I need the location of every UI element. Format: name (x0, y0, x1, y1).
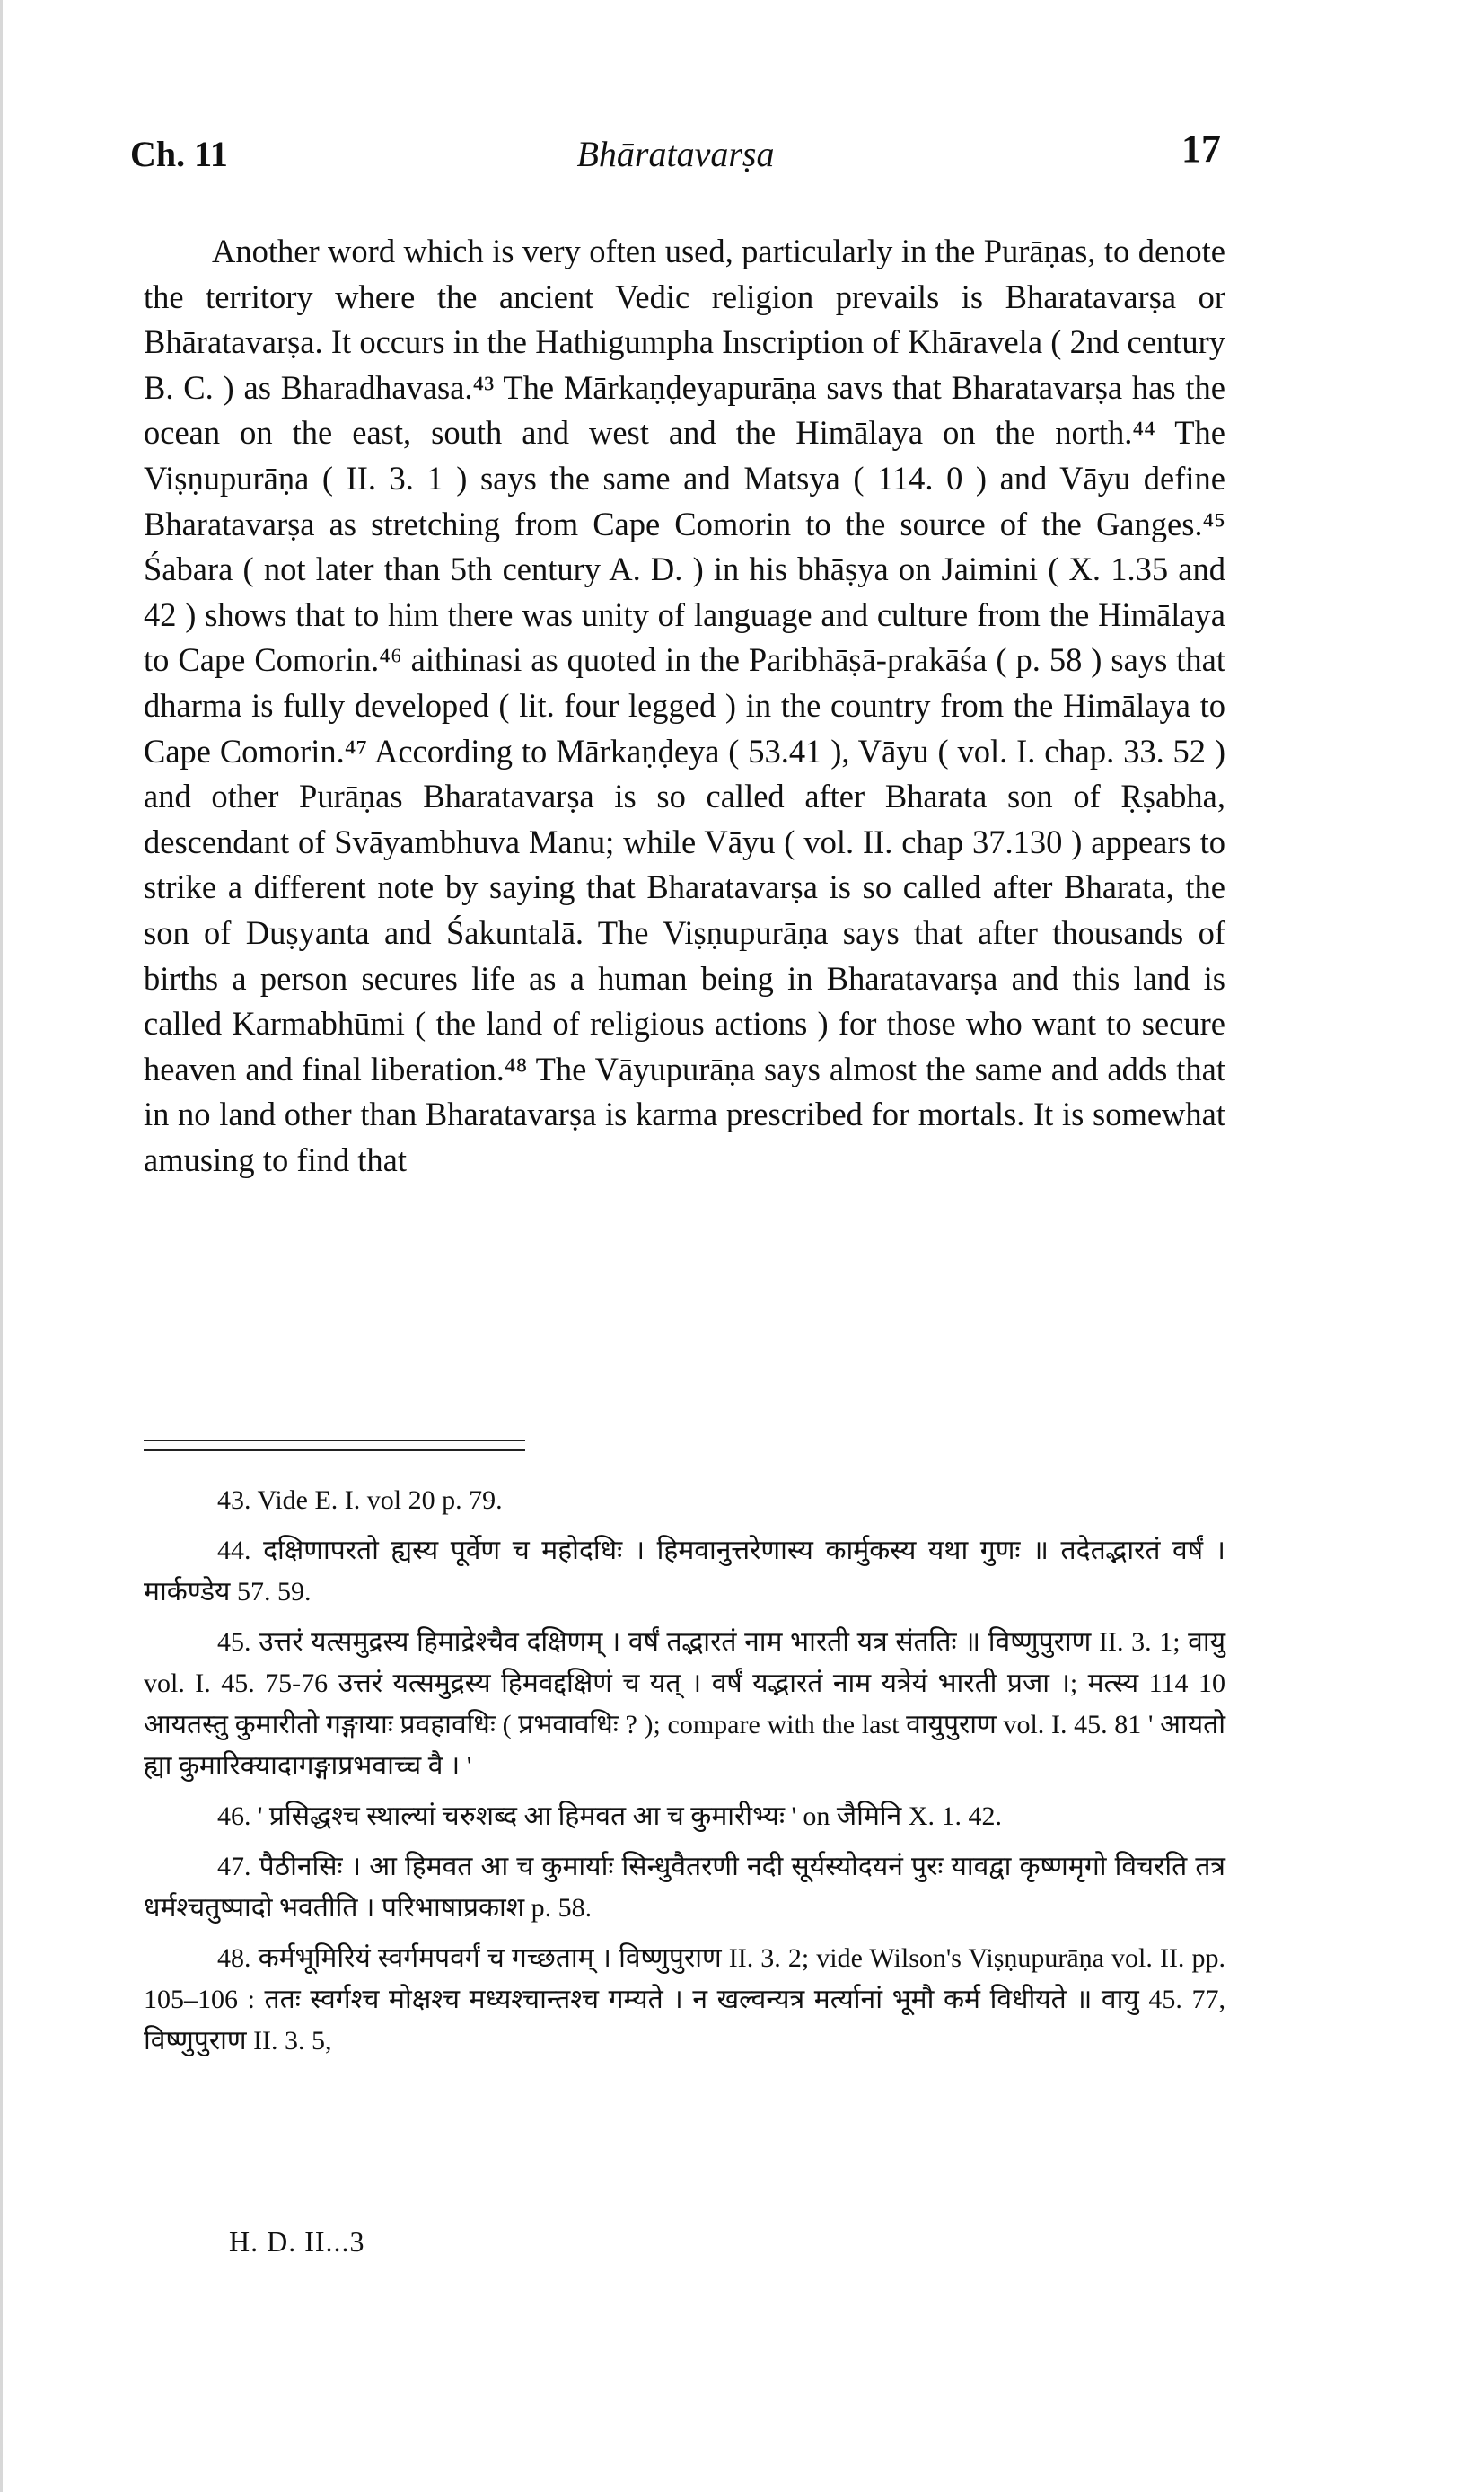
footnote-rule-second (144, 1449, 525, 1451)
footnote-rule (144, 1440, 525, 1441)
running-head (130, 126, 1221, 189)
page-edge (0, 0, 3, 2492)
footnote-46: 46. ' प्रसिद्धश्च स्थाल्यां चरुशब्द आ हिमवत आ च कुमारीभ्यः ' on जैमिनि X. 1. 42. (217, 1801, 1002, 1831)
page-number: 17 (1181, 127, 1221, 171)
printer-signature: H. D. II...3 (229, 2225, 365, 2258)
footnotes (144, 1480, 1225, 2071)
footnote-47: 47. पैठीनसिः । आ हिमवत आ च कुमार्याः सिन्धुवैतरणी नदी सूर्यस्योदयनं पुरः यावद्वा कृष्णमृगो विचरति तत्र धर्मश्चतुष्पादो भवतीति । परिभाषाप्रकाश p. 58. (144, 1852, 1225, 1923)
main-paragraph: Another word which is very often used, particularly in the Purāṇas, to denote the territory where the ancient Vedic religion prevails is Bharatavarṣa or Bhāratavarṣa. It occurs in the Hathigumpha Inscription of Khāravela ( 2nd century B. C. ) as Bharadhavasa.⁴³ The Mārkaṇḍeyapurāṇa savs that Bharatavarṣa has the ocean on the east, south and west and the Himālaya on the north.⁴⁴ The Viṣṇupurāṇa ( II. 3. 1 ) says the same and Matsya ( 114. 0 ) and Vāyu define Bharatavarṣa as stretching from Cape Comorin to the source of the Ganges.⁴⁵ Śabara ( not later than 5th century A. D. ) in his bhāṣya on Jaimini ( X. 1.35 and 42 ) shows that to him there was unity of language and culture from the Himālaya to Cape Comorin.⁴⁶ aithinasi as quoted in the Paribhāṣā-prakāśa ( p. 58 ) says that dharma is fully developed ( lit. four legged ) in the country from the Himālaya to Cape Comorin.⁴⁷ According to Mārkaṇḍeya ( 53.41 ), Vāyu ( vol. I. chap. 33. 52 ) and other Purāṇas Bharatavarṣa is so called after Bharata son of Ṛṣabha, descendant of Svāyambhuva Manu; while Vāyu ( vol. II. chap 37.130 ) appears to strike a different note by saying that Bharatavarṣa is so called after Bharata, the son of Duṣyanta and Śakuntalā. The Viṣṇupurāṇa says that after thousands of births a person secures life as a human being in Bharatavarṣa and this land is called Karmabhūmi ( the land of religious actions ) for those who want to secure heaven and final liberation.⁴⁸ The Vāyupurāṇa says almost the same and adds that in no land other than Bharatavarṣa is karma prescribed for mortals. It is somewhat amusing to find that (144, 233, 1225, 1178)
running-title: Bhāratavarṣa (576, 134, 775, 174)
chapter-label: Ch. 11 (130, 134, 228, 174)
footnote-48: 48. कर्मभूमिरियं स्वर्गमपवर्गं च गच्छताम् । विष्णुपुराण II. 3. 2; vide Wilson's Viṣṇupurāṇa vol. II. pp. 105–106 : ततः स्वर्गश्च मोक्षश्च मध्यश्चान्तश्च गम्यते । न खल्वन्यत्र मर्त्यानां भूमौ कर्म विधीयते ॥ वायु 45. 77, विष्णुपुराण II. 3. 5, (144, 1943, 1225, 2056)
footnote-45: 45. उत्तरं यत्समुद्रस्य हिमाद्रेश्चैव दक्षिणम् । वर्षं तद्भारतं नाम भारती यत्र संततिः ॥ विष्णुपुराण II. 3. 1; वायु vol. I. 45. 75-76 उत्तरं यत्समुद्रस्य हिमवद्दक्षिणं च यत् । वर्षं यद्भारतं नाम यत्रेयं भारती प्रजा ।; मत्स्य 114 10 आयतस्तु कुमारीतो गङ्गायाः प्रवहावधिः ( प्रभवावधिः ? ); compare with the last वायुपुराण vol. I. 45. 81 ' आयतो ह्या कुमारिक्यादागङ्गाप्रभवाच्च वै । ' (144, 1627, 1225, 1781)
footnote-43: 43. Vide E. I. vol 20 p. 79. (217, 1485, 503, 1515)
footnote-44: 44. दक्षिणापरतो ह्यस्य पूर्वेण च महोदधिः । हिमवानुत्तरेणास्य कार्मुकस्य यथा गुणः ॥ तदेतद्भारतं वर्षं । मार्कण्डेय 57. 59. (144, 1536, 1225, 1607)
